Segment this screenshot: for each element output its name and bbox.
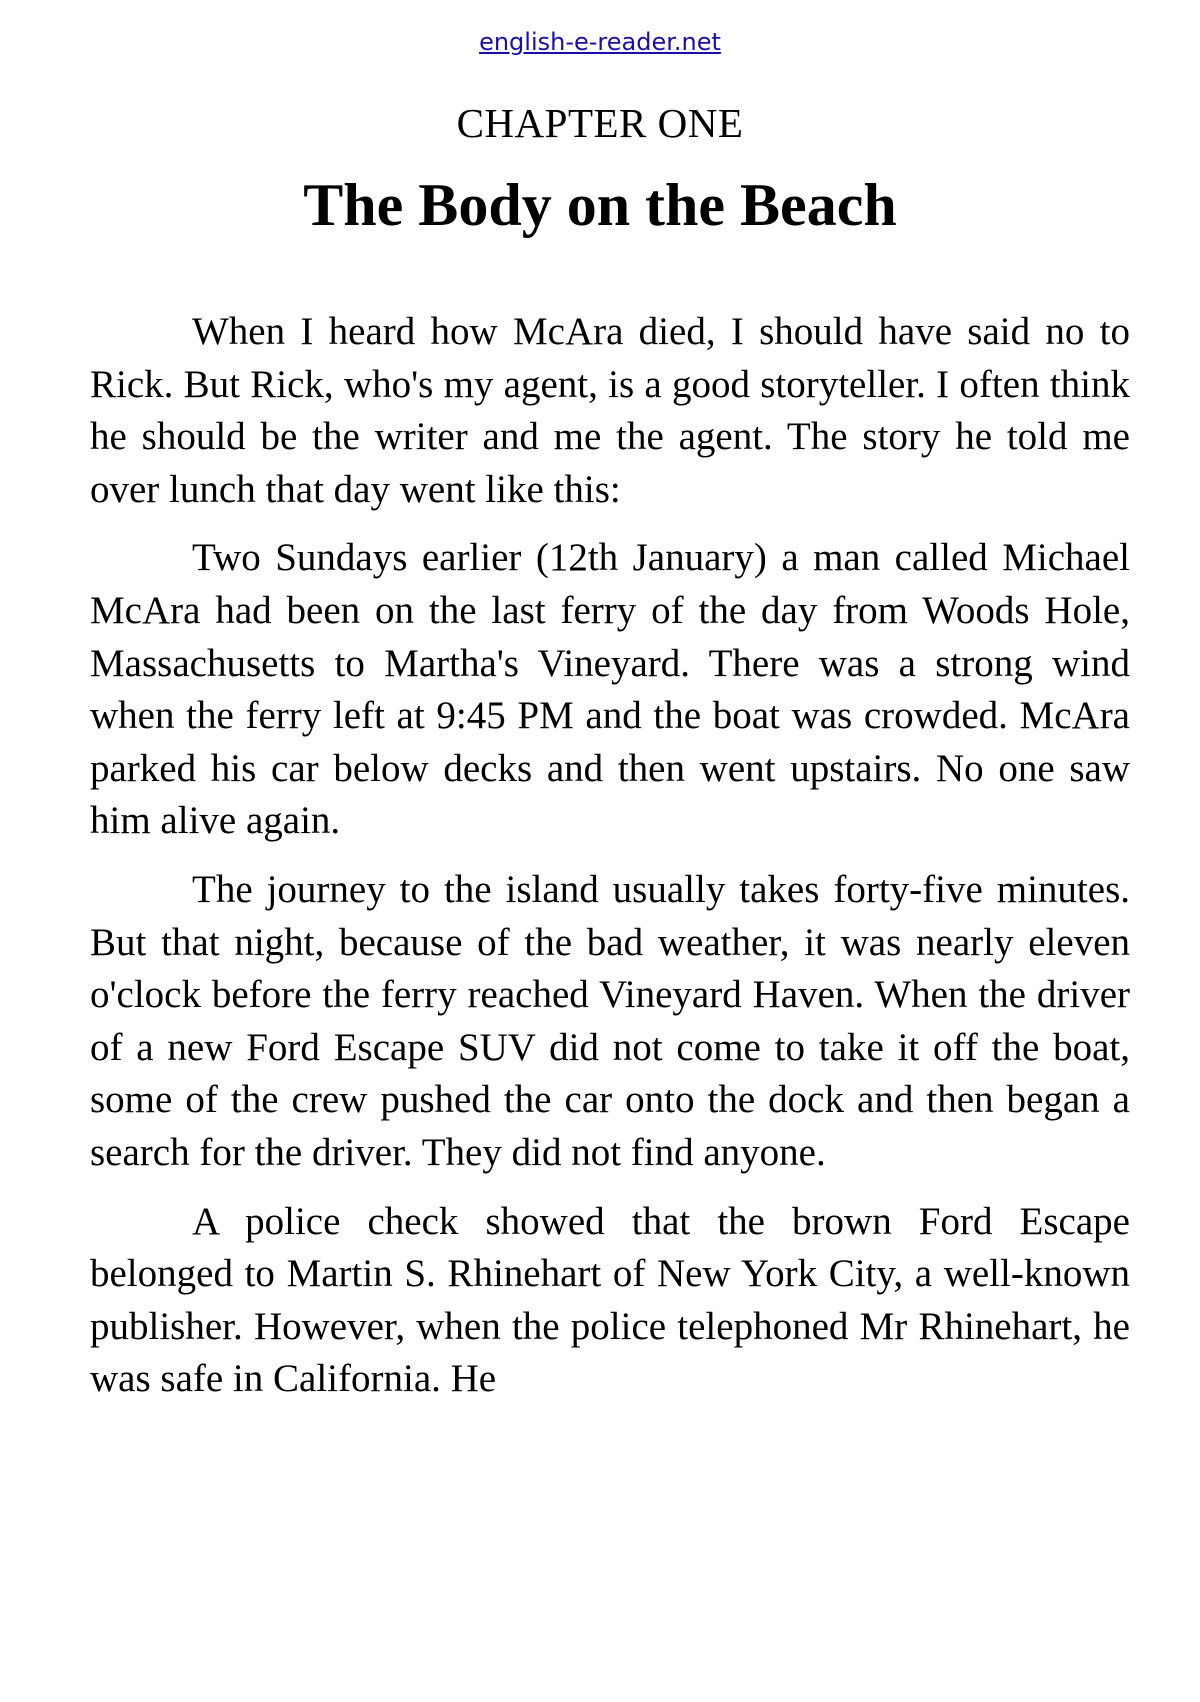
paragraph-1: When I heard how McAra died, I should have said no to Rick. But Rick, who's my agent, is a good storyteller. I often think he should be the writer and me the agent. The story he told me over lunch that day went like this: (90, 310, 1130, 511)
paragraph-2: Two Sundays earlier (12th January) a man called Michael McAra had been on the last ferry of the day from Woods Hole, Massachusetts to Martha's Vineyard. There was a strong wind when the ferry left at 9:45 PM and the boat was crowded. McAra parked his car below decks and then went upstairs. No one saw him alive again. (90, 536, 1130, 843)
site-link[interactable]: english-e-reader.net (479, 28, 721, 56)
chapter-body (90, 306, 1130, 1422)
chapter-label: CHAPTER ONE (456, 100, 744, 146)
paragraph-3: The journey to the island usually takes forty-five minutes. But that night, because of the bad weather, it was nearly eleven o'clock before the ferry reached Vineyard Haven. When the driver of a new Ford Escape SUV did not come to take it off the boat, some of the crew pushed the car onto the dock and then began a search for the driver. They did not find anyone. (90, 867, 1130, 1174)
chapter-title: The Body on the Beach (303, 172, 897, 238)
site-header (0, 26, 1200, 58)
paragraph-4: A police check showed that the brown Ford Escape belonged to Martin S. Rhinehart of New York City, a well-known publisher. However, when the police telephoned Mr Rhinehart, he was safe in California. He (90, 1199, 1130, 1401)
